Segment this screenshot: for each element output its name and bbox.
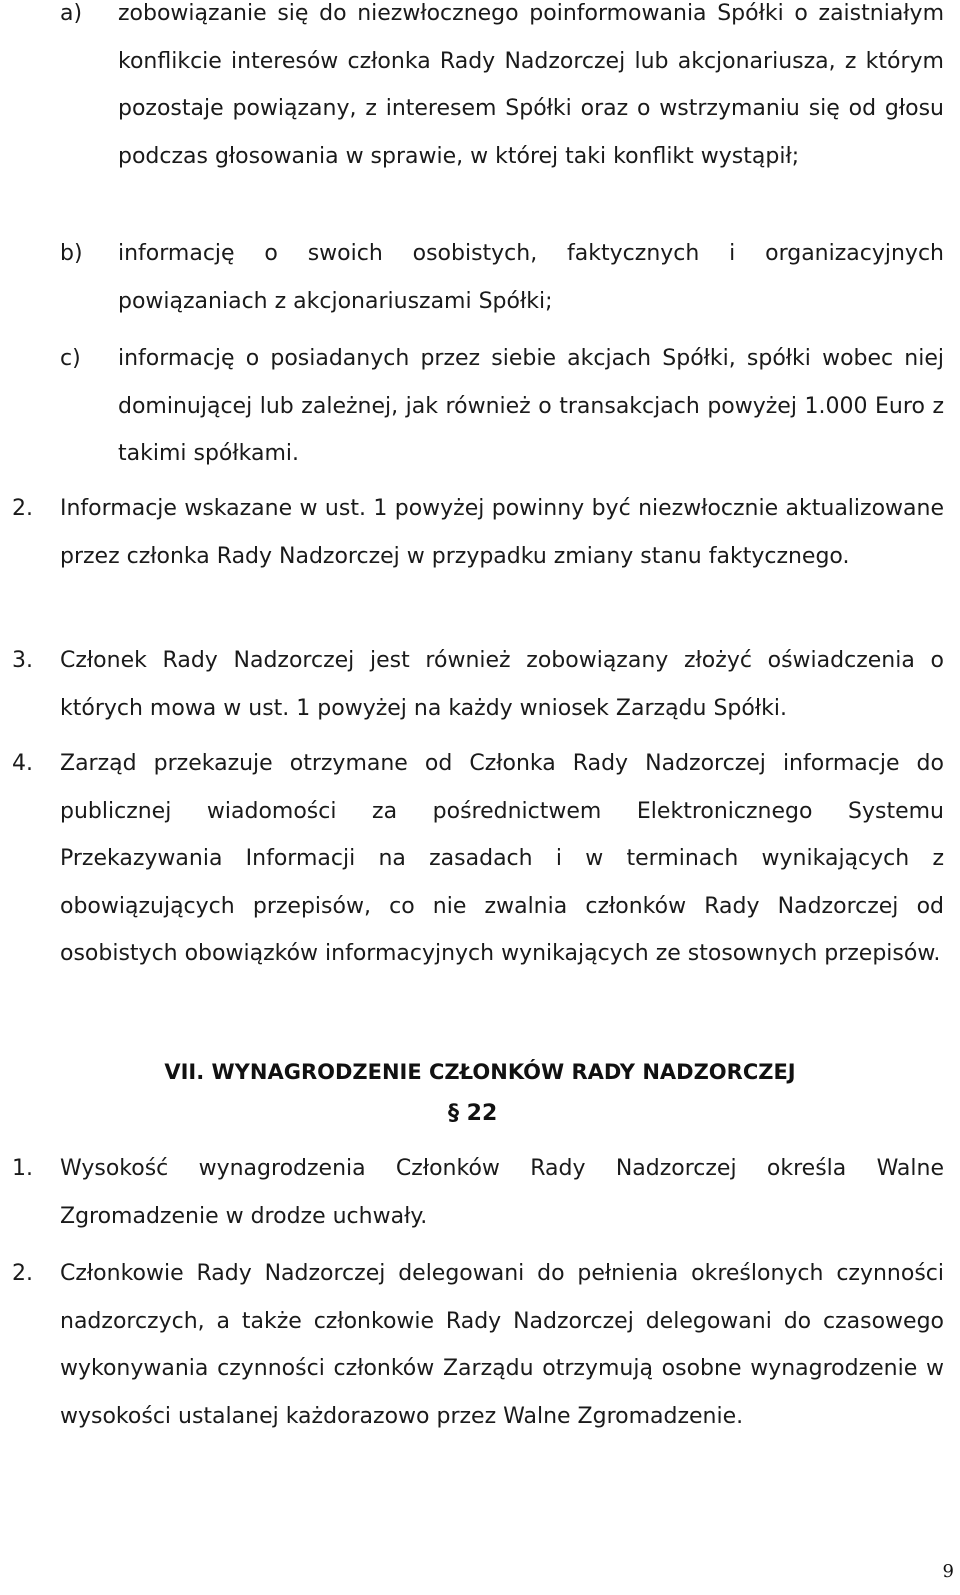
list-item-c-text: informację o posiadanych przez siebie akcjach Spółki, spółki wobec niej dominującej lub zależnej, jak również o transakcjach powyżej 1.000 Euro z takimi spółkami. — [118, 346, 944, 466]
list-marker-b: b) — [60, 241, 83, 266]
point-3-text: Członek Rady Nadzorczej jest również zobowiązany złożyć oświadczenia o których mowa w ust. 1 powyżej na każdy wniosek Zarządu Spółki. — [60, 648, 944, 721]
point-4-marker: 4. — [12, 751, 33, 776]
list-marker-c: c) — [60, 346, 81, 371]
point-2-text: Informacje wskazane w ust. 1 powyżej powinny być niezwłocznie aktualizowane przez członka Rady Nadzorczej w przypadku zmiany stanu faktycznego. — [60, 496, 944, 569]
point-3-marker: 3. — [12, 648, 33, 673]
list-item-a-text: zobowiązanie się do niezwłocznego poinformowania Spółki o zaistniałym konflikcie interesów członka Rady Nadzorczej lub akcjonariusza, z którym pozostaje powiązany, z interesem Spółki oraz o wstrzymaniu się od głosu podczas głosowania w sprawie, w której taki konflikt wystąpił; — [118, 1, 944, 169]
paragraph-sign: § 22 — [448, 1101, 498, 1126]
point-4-text: Zarząd przekazuje otrzymane od Członka Rady Nadzorczej informacje do publicznej wiadomości za pośrednictwem Elektronicznego Systemu Przekazywania Informacji na zasadach i w terminach wynikających z obowiązujących przepisów, co nie zwalnia członków Rady Nadzorczej od osobistych obowiązków informacyjnych wynikających ze stosownych przepisów. — [60, 751, 944, 966]
page-number: 9 — [942, 1561, 954, 1582]
section-heading: VII. WYNAGRODZENIE CZŁONKÓW RADY NADZORCZEJ — [164, 1060, 796, 1084]
s22-point-2-marker: 2. — [12, 1261, 33, 1286]
list-item-b-text: informację o swoich osobistych, faktycznych i organizacyjnych powiązaniach z akcjonariuszami Spółki; — [118, 241, 944, 314]
paragraph-number: 22 — [466, 1101, 498, 1126]
list-marker-a: a) — [60, 1, 83, 26]
s22-point-1-marker: 1. — [12, 1156, 33, 1181]
s22-point-2-text: Członkowie Rady Nadzorczej delegowani do pełnienia określonych czynności nadzorczych, a także członkowie Rady Nadzorczej delegowani do czasowego wykonywania czynności członków Zarządu otrzymują osobne wynagrodzenie w wysokości ustalanej każdorazowo przez Walne Zgromadzenie. — [60, 1261, 944, 1429]
s22-point-1-text: Wysokość wynagrodzenia Członków Rady Nadzorczej określa Walne Zgromadzenie w drodze uchwały. — [60, 1156, 944, 1229]
point-2-marker: 2. — [12, 496, 33, 521]
